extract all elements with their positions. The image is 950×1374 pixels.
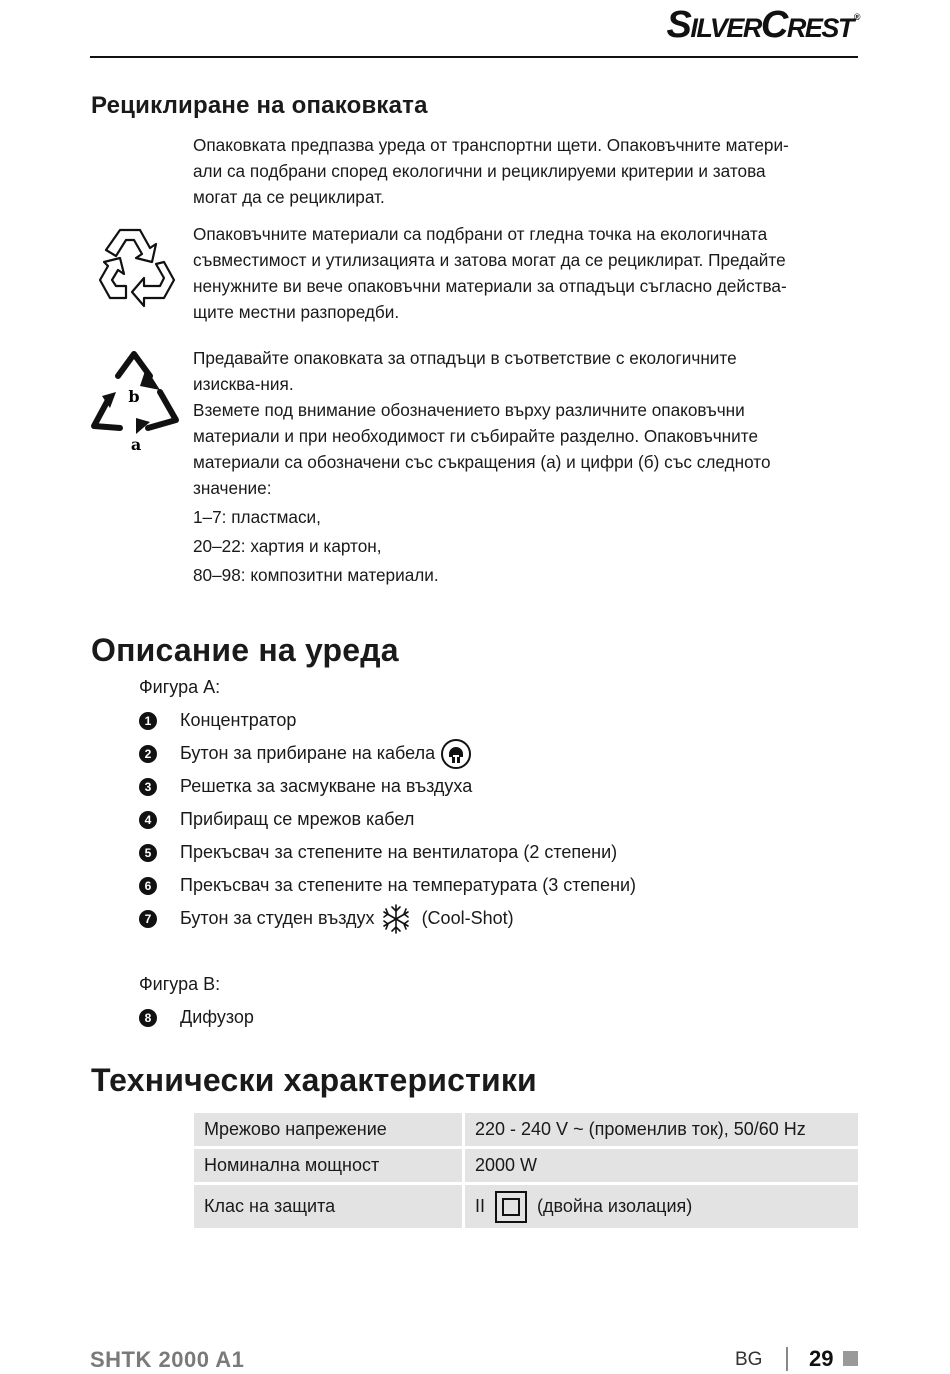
code-plastics: 1–7: пластмаси, <box>193 507 321 527</box>
svg-text:b: b <box>128 387 140 406</box>
item-number: 8 <box>139 1009 157 1027</box>
spec-key: Номинална мощност <box>194 1149 465 1182</box>
spec-value: 2000 W <box>465 1149 858 1182</box>
footer-divider <box>786 1347 788 1371</box>
spec-value: II (двойна изолация) <box>465 1185 858 1228</box>
item-number: 7 <box>139 910 157 928</box>
list-item: 4 Прибиращ се мрежов кабел <box>139 803 636 836</box>
item-number: 4 <box>139 811 157 829</box>
recycling-paragraph-3: Предавайте опаковката за отпадъци в съответствие с екологичните изисква-ния. Вземете под внимание обозначението върху различните опаковъчни материали и при необходимост ги събирайте разделно. Опаковъчните материали са обозначени със съкращения (a) и цифри (б) със следното значение: 1–7: пластмаси, 20–22: хартия и картон, 80–98: композитни материали. <box>193 345 863 588</box>
item-number: 2 <box>139 745 157 763</box>
specs-table <box>194 1110 858 1231</box>
list-item: 8 Дифузор <box>139 1001 254 1034</box>
list-item: 1 Концентратор <box>139 704 636 737</box>
table-row <box>194 1149 858 1182</box>
section-title-specs: Технически характеристики <box>91 1062 537 1098</box>
section-title-description: Описание на уреда <box>91 632 399 668</box>
table-row <box>194 1113 858 1146</box>
section-title-recycling: Рециклиране на опаковката <box>91 92 428 119</box>
figure-b-label: Фигура B: <box>139 974 221 994</box>
spec-key: Клас на защита <box>194 1185 465 1228</box>
table-row <box>194 1185 858 1228</box>
recycle-icon <box>90 222 182 310</box>
item-number: 5 <box>139 844 157 862</box>
list-item: 6 Прекъсвач за степените на температурата (3 степени) <box>139 869 636 902</box>
brand-logo: SilverCrest® <box>666 4 859 46</box>
figure-a-list <box>139 704 636 935</box>
list-item: 2 Бутон за прибиране на кабела <box>139 737 636 770</box>
code-composite: 80–98: композитни материали. <box>193 565 439 585</box>
list-item: 3 Решетка за засмукване на въздуха <box>139 770 636 803</box>
list-item: 7 Бутон за студен въздух (Cool-Shot) <box>139 902 636 935</box>
recycling-paragraph-2: Опаковъчните материали са подбрани от гледна точка на екологичната съвместимост и утилизацията и затова могат да се рециклират. Предайте ненужните ви вече опаковъчни материали за отпадъци съгласно действа- щите местни разпоредби. <box>193 224 787 322</box>
page-number: 29 <box>809 1346 834 1371</box>
svg-text:a: a <box>130 435 142 454</box>
footer-model: SHTK 2000 A1 <box>90 1347 245 1372</box>
item-number: 6 <box>139 877 157 895</box>
spec-key: Мрежово напрежение <box>194 1113 465 1146</box>
figure-b-list <box>139 1001 254 1034</box>
spec-value: 220 - 240 V ~ (променлив ток), 50/60 Hz <box>465 1113 858 1146</box>
item-number: 3 <box>139 778 157 796</box>
footer-language: BG <box>735 1349 763 1370</box>
footer-square-marker <box>843 1351 858 1366</box>
recycling-code-triangle-icon <box>88 346 183 456</box>
double-insulation-icon <box>494 1190 528 1224</box>
header-divider <box>90 56 858 58</box>
figure-a-label: Фигура A: <box>139 677 221 697</box>
cable-rewind-icon <box>440 738 472 770</box>
recycling-paragraph-1: Опаковката предпазва уреда от транспортни щети. Опаковъчните матери- али са подбрани според екологични и рециклируеми критерии и затова могат да се рециклират. <box>193 135 789 207</box>
item-number: 1 <box>139 712 157 730</box>
list-item: 5 Прекъсвач за степените на вентилатора (2 степени) <box>139 836 636 869</box>
snowflake-icon <box>380 903 412 935</box>
code-paper: 20–22: хартия и картон, <box>193 536 382 556</box>
